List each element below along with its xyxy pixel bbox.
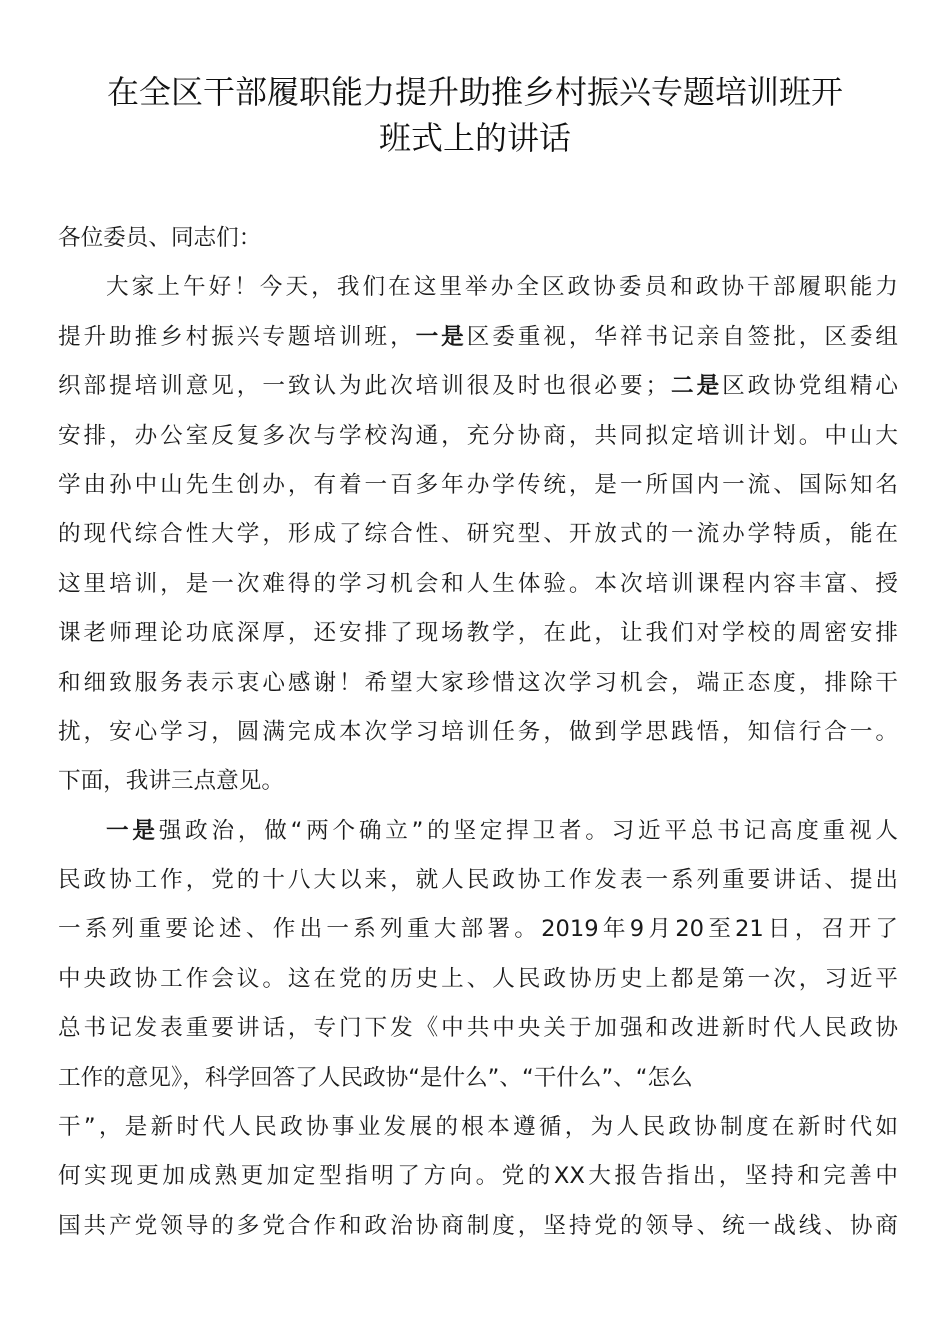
text-line bbox=[58, 757, 898, 806]
text-line bbox=[58, 362, 898, 411]
text-line bbox=[58, 313, 898, 362]
text-segment: 一系列重要论述、作出一系列重大部署。2019年9月20至21日，召开了 bbox=[58, 916, 898, 943]
text-segment: 工作的意见》，科学回答了人民政协“是什么”、“干什么”、“怎么 bbox=[58, 1064, 693, 1091]
text-line bbox=[58, 1202, 898, 1251]
text-line bbox=[58, 609, 898, 658]
text-segment: 和细致服务表示衷心感谢！希望大家珍惜这次学习机会，端正态度，排除干 bbox=[58, 669, 898, 696]
text-segment: 这里培训，是一次难得的学习机会和人生体验。本次培训课程内容丰富、授 bbox=[58, 570, 898, 597]
text-line bbox=[58, 1054, 898, 1103]
text-segment: 民政协工作，党的十八大以来，就人民政协工作发表一系列重要讲话、提出 bbox=[58, 867, 898, 894]
text-line bbox=[58, 1103, 898, 1152]
text-segment: 提升助推乡村振兴专题培训班， bbox=[58, 323, 416, 350]
text-segment: 课老师理论功底深厚，还安排了现场教学，在此，让我们对学校的周密安排 bbox=[58, 620, 898, 647]
text-segment: 中央政协工作会议。这在党的历史上、人民政协历史上都是第一次，习近平 bbox=[58, 965, 898, 992]
document-title-line-2: 班式上的讲话 bbox=[378, 119, 571, 157]
text-segment: 学由孙中山先生创办，有着一百多年办学传统，是一所国内一流、国际知名 bbox=[58, 471, 898, 498]
text-segment: 区委重视，华祥书记亲自签批，区委组 bbox=[466, 323, 899, 350]
text-line bbox=[58, 560, 898, 609]
text-segment: 强政治，做“两个确立”的坚定捍卫者。习近平总书记高度重视人 bbox=[158, 817, 898, 844]
text-line bbox=[58, 1152, 898, 1201]
text-segment: 干”，是新时代人民政协事业发展的根本遵循，为人民政协制度在新时代如 bbox=[58, 1114, 898, 1141]
text-segment: 大家上午好！今天，我们在这里举办全区政协委员和政协干部履职能力 bbox=[106, 274, 898, 301]
text-segment: 何实现更加成熟更加定型指明了方向。党的XX大报告指出，坚持和完善中 bbox=[58, 1163, 898, 1190]
bold-marker: 二是 bbox=[668, 373, 723, 400]
text-segment: 总书记发表重要讲话，专门下发《中共中央关于加强和改进新时代人民政协 bbox=[58, 1015, 898, 1042]
text-line bbox=[58, 659, 898, 708]
bold-marker: 一是 bbox=[415, 323, 467, 350]
salutation: 各位委员、同志们： bbox=[58, 225, 262, 251]
document-title-line-1: 在全区干部履职能力提升助推乡村振兴专题培训班开 bbox=[106, 73, 843, 111]
text-segment: 的现代综合性大学，形成了综合性、研究型、开放式的一流办学特质，能在 bbox=[58, 521, 898, 548]
text-segment: 国共产党领导的多党合作和政治协商制度，坚持党的领导、统一战线、协商 bbox=[58, 1212, 898, 1239]
text-segment: 安排，办公室反复多次与学校沟通，充分协商，共同拟定培训计划。中山大 bbox=[58, 422, 898, 449]
text-line bbox=[58, 1004, 898, 1053]
text-segment: 织部提培训意见，一致认为此次培训很及时也很必要； bbox=[58, 373, 669, 400]
text-line bbox=[58, 510, 898, 559]
text-segment: 扰，安心学习，圆满完成本次学习培训任务，做到学思践悟，知信行合一。 bbox=[58, 718, 898, 745]
document-body bbox=[58, 214, 898, 1251]
text-line bbox=[58, 905, 898, 954]
text-line bbox=[58, 708, 898, 757]
text-line bbox=[58, 263, 898, 312]
text-line bbox=[58, 412, 898, 461]
text-line bbox=[58, 461, 898, 510]
text-segment: 区政协党组精心 bbox=[722, 373, 899, 400]
text-line bbox=[58, 807, 898, 856]
text-line bbox=[58, 955, 898, 1004]
bold-marker: 一是 bbox=[106, 817, 159, 844]
text-segment: 下面，我讲三点意见。 bbox=[58, 768, 284, 795]
text-line bbox=[58, 856, 898, 905]
